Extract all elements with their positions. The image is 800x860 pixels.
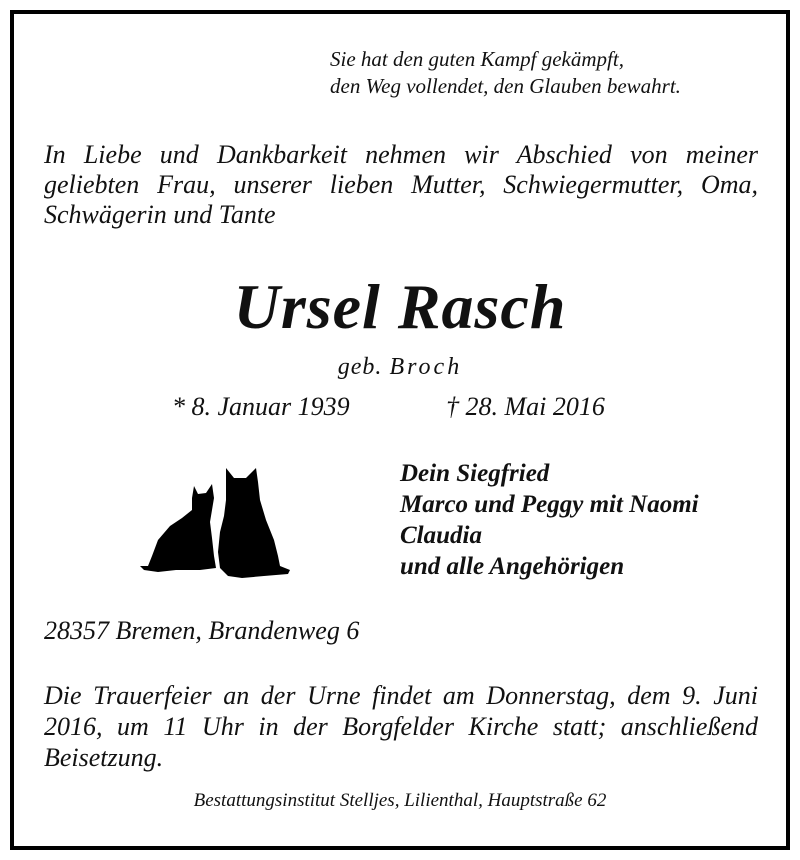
large-cat-icon [218, 468, 290, 578]
maiden-name [0, 354, 800, 381]
motto-line-1: Sie hat den guten Kampf gekämpft, [330, 47, 624, 71]
small-cat-icon [140, 484, 216, 572]
mourner-line: und alle Angehörigen [400, 553, 625, 580]
maiden-prefix: geb. [337, 354, 383, 380]
deceased-name: Ursel Rasch [233, 271, 567, 342]
mourners-list [400, 458, 699, 582]
family-address: 28357 Bremen, Brandenweg 6 [44, 616, 360, 645]
two-cats-silhouette-icon [134, 460, 294, 582]
intro-text: In Liebe und Dankbarkeit nehmen wir Abschied von meiner geliebten Frau, unserer lieben Mutter, Schwiegermutter, Oma, Schwägerin und Tante [44, 140, 758, 229]
birth-date: * 8. Januar 1939 [172, 392, 350, 421]
motto-line-2: den Weg vollendet, den Glauben bewahrt. [330, 74, 681, 98]
mourner-line: Marco und Peggy mit Naomi [400, 491, 699, 518]
mourner-line: Claudia [400, 522, 482, 549]
service-notice: Die Trauerfeier an der Urne findet am Donnerstag, dem 9. Juni 2016, um 11 Uhr in der Borgfelder Kirche statt; anschließend Beisetzung. [44, 681, 758, 772]
mourner-line: Dein Siegfried [400, 460, 550, 487]
death-date: † 28. Mai 2016 [446, 392, 605, 421]
maiden-surname: Broch [389, 354, 463, 380]
motto-quote [330, 46, 681, 100]
funeral-home: Bestattungsinstitut Stelljes, Lilienthal, Hauptstraße 62 [193, 790, 607, 811]
